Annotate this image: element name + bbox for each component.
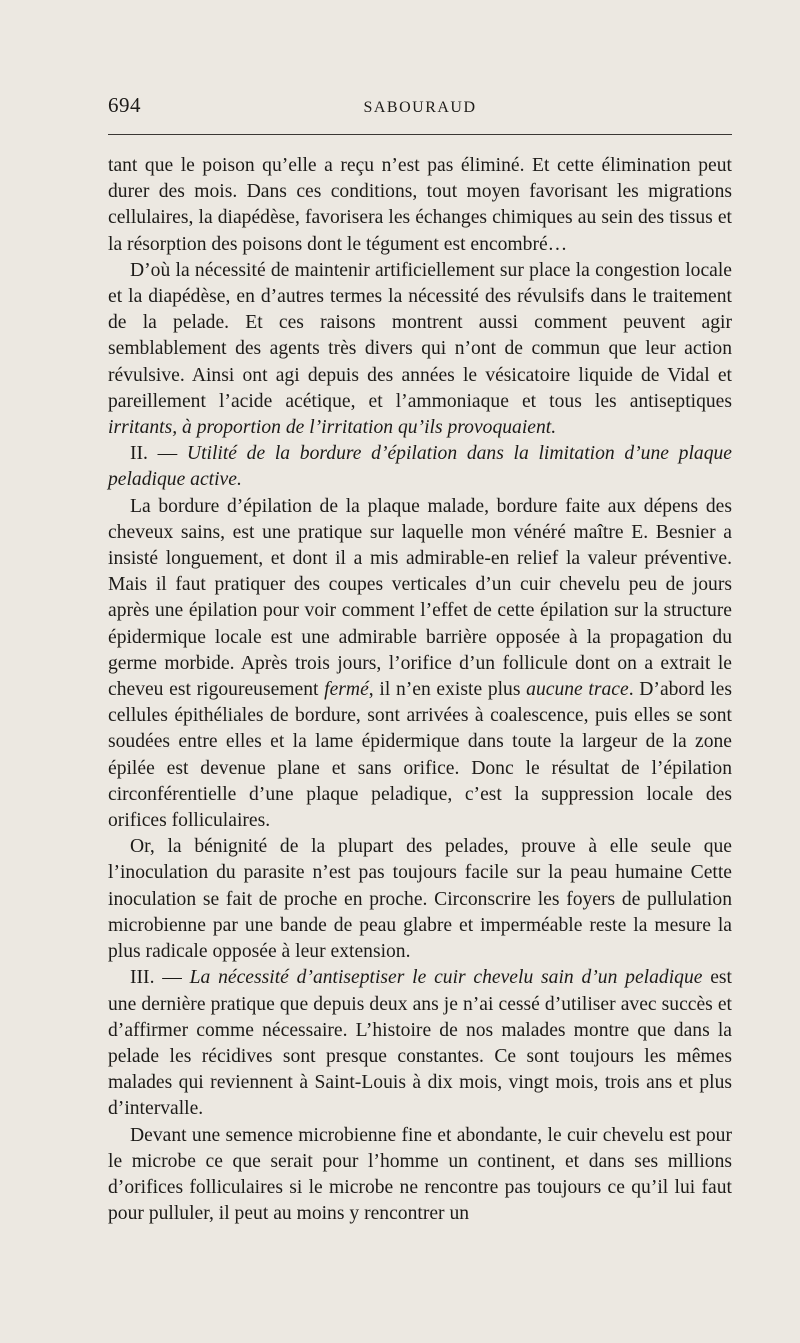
italic-text: La nécessité d’antiseptiser le cuir chevelu sain d’un peladique — [189, 967, 703, 989]
italic-text: fermé — [324, 679, 369, 701]
text-run: Devant une semence microbienne fine et abondante, le cuir chevelu est pour le microbe ce que serait pour l’homme un continent, et dans ses millions d’orifices folliculaires si le microbe ne rencontre pas toujours ce qu’il lui faut pour pulluler, il peut au moins y rencontrer un — [108, 1124, 732, 1225]
italic-text: irritants, à proportion de l’irritation qu’ils provoquaient. — [108, 417, 557, 439]
italic-text: Utilité de la bordure d’épilation dans la limitation d’une plaque peladique active. — [108, 443, 732, 491]
paragraph — [108, 258, 732, 441]
text-run: La bordure d’épilation de la plaque malade, bordure faite aux dépens des cheveux sains, est une pratique sur laquelle mon vénéré maître E. Besnier a insisté longuement, et dont il a mis admirable-en relief la valeur préventive. Mais il faut pratiquer des coupes verticales d’un cuir chevelu peu de jours après une épilation pour voir comment l’effet de cette épilation sur la structure épidermique locale est une admirable barrière opposée à la propagation du germe morbide. Après trois jours, l’orifice d’un follicule dont on a extrait le cheveu est rigoureusement — [108, 495, 732, 701]
paragraph — [108, 153, 732, 258]
header-rule — [108, 134, 732, 135]
running-head: SABOURAUD — [363, 99, 477, 116]
paragraph — [108, 965, 732, 1122]
text-run: Or, la bénignité de la plupart des pelades, prouve à elle seule que l’inoculation du parasite n’est pas toujours facile sur la peau humaine Cette inoculation se fait de proche en proche. Circonscrire les foyers de pullulation microbienne par une bande de peau glabre et imperméable reste la mesure la plus radicale opposée à leur extension. — [108, 836, 732, 963]
paragraph — [108, 1123, 732, 1228]
paragraph — [108, 494, 732, 835]
paragraph — [108, 834, 732, 965]
italic-text: aucune trace — [526, 679, 629, 701]
page-number: 694 — [108, 93, 141, 117]
text-run: III. — — [130, 967, 190, 989]
text-run: est une dernière pratique que depuis deux ans je n’ai cessé d’utiliser avec succès et d’affirmer comme nécessaire. L’histoire de nos malades montre que dans la pelade les récidives sont presque constantes. Ce sont toujours les mêmes malades qui reviennent à Saint-Louis à dix mois, vingt mois, trois ans et plus d’intervalle. — [108, 967, 733, 1120]
text-run: tant que le poison qu’elle a reçu n’est pas éliminé. Et cette élimination peut durer des mois. Dans ces conditions, tout moyen favorisant les migrations cellulaires, la diapédèse, favorisera les échanges chimiques au sein des tissus et la résorption des poisons dont le tégument est encombré… — [108, 155, 732, 255]
page-header — [108, 93, 732, 123]
text-run: , il n’en existe plus — [368, 679, 527, 701]
text-run: . D’abord les cellules épithéliales de bordure, sont arrivées à coalescence, puis elles se sont soudées entre elles et la lame épidermique dans toute la largeur de la zone épilée est devenue plane et sans orifice. Donc le résultat de l’épilation circonférentielle d’une plaque peladique, c’est la suppression locale des orifices folliculaires. — [108, 679, 732, 832]
text-run: D’où la nécessité de maintenir artificiellement sur place la congestion locale et la diapédèse, en d’autres termes la nécessité des révulsifs dans le traitement de la pelade. Et ces raisons montrent aussi comment peuvent agir semblablement des agents très divers qui n’ont de commun que leur action révulsive. Ainsi ont agi depuis des années le vésicatoire liquide de Vidal et pareillement l’acide acétique, et l’ammoniaque et tous les antiseptiques — [108, 259, 732, 412]
paragraph — [108, 441, 732, 493]
body-text — [108, 153, 732, 1227]
text-run: II. — — [130, 443, 187, 465]
